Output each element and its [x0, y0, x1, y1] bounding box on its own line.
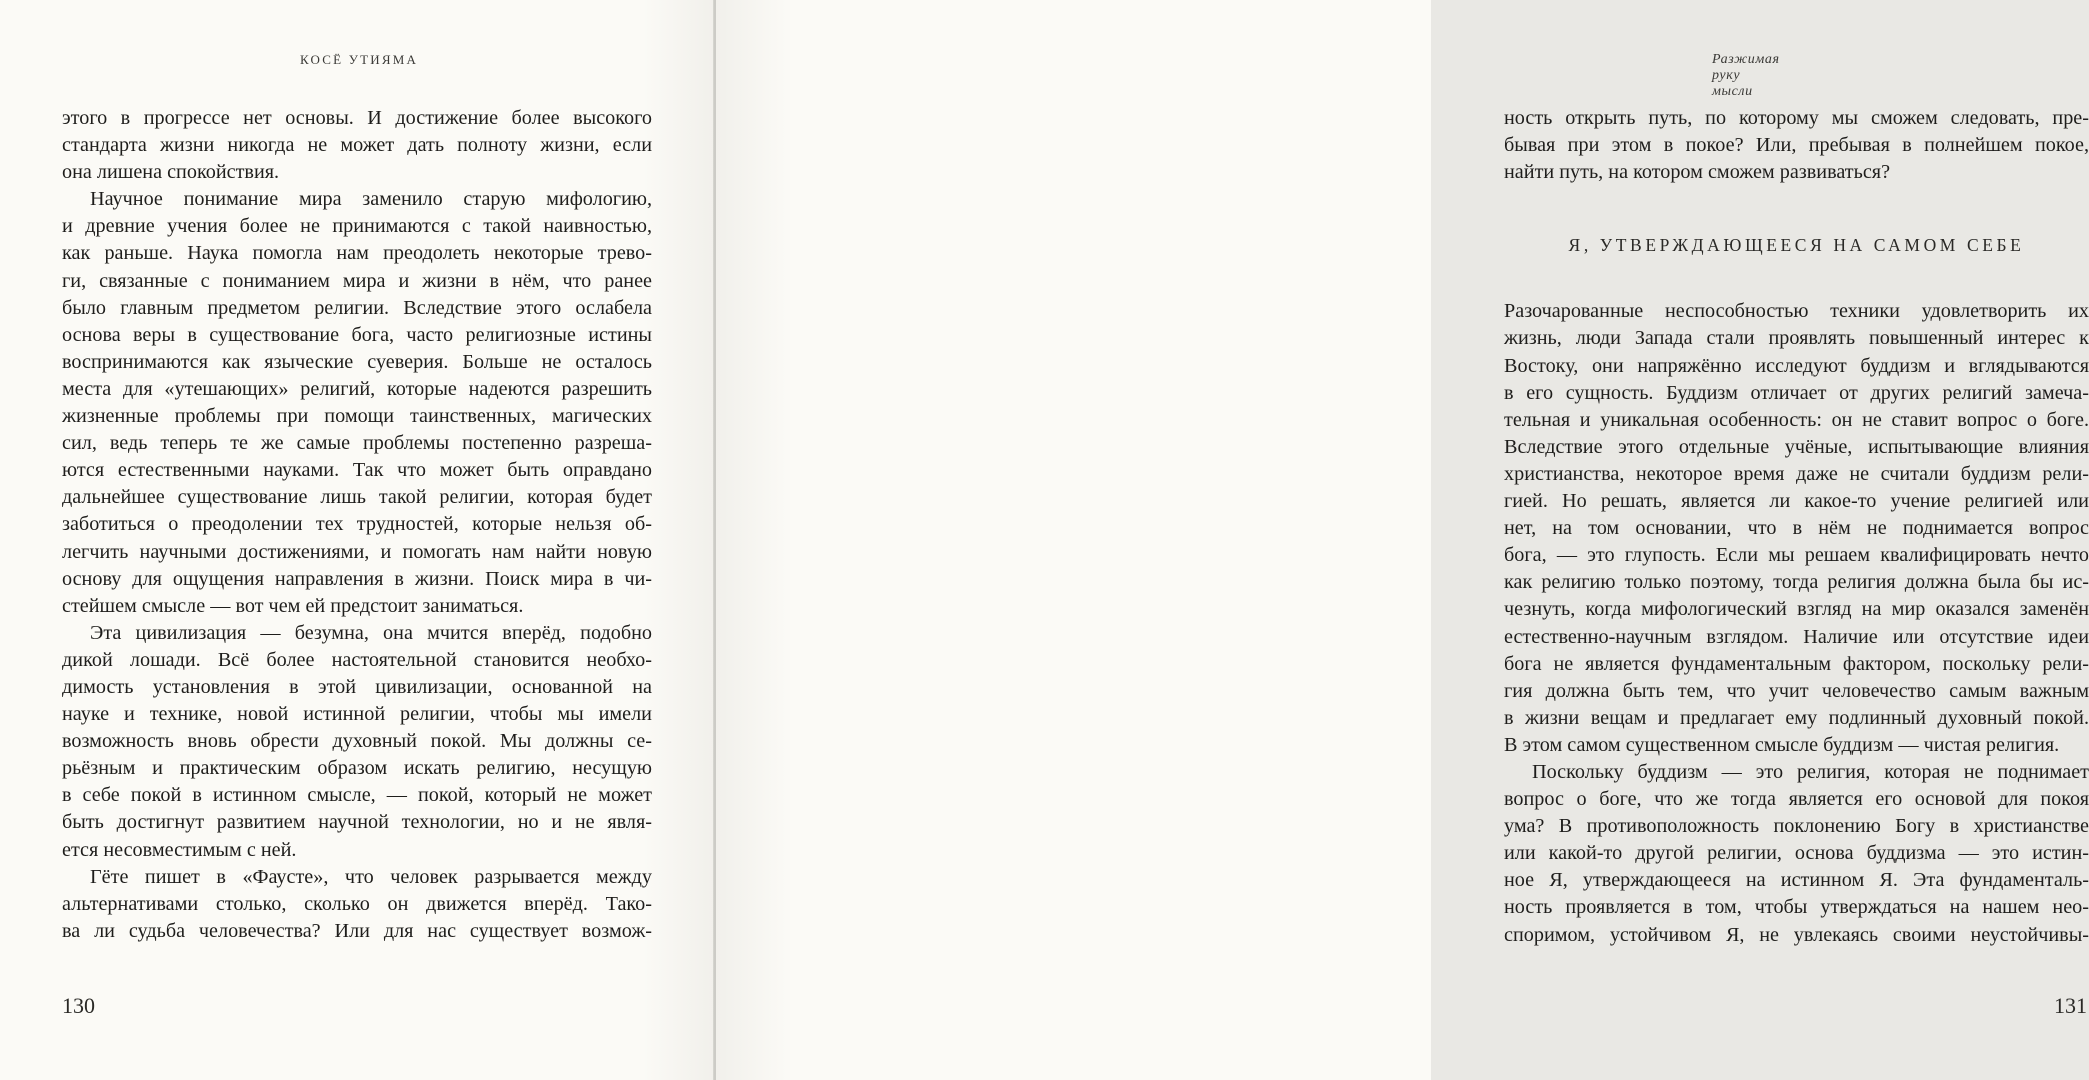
section-body [1504, 298, 2089, 948]
text-line: тельная и уникальная особенность: он не ставит вопрос о боге. [1504, 408, 2089, 431]
text-line: ется несовместимым с ней. [62, 838, 297, 861]
text-line: чезнуть, когда мифологический взгляд на мир оказался заменён [1504, 598, 2089, 621]
text-line: гией. Но решать, является ли какое-то учение религией или [1504, 490, 2089, 513]
text-line: основу для ощущения направления в жизни. Поиск мира в чи- [62, 567, 652, 590]
text-line: Вследствие этого отдельные учёные, испытывающие влияния [1504, 435, 2089, 458]
text-line: науке и технике, новой истинной религии, чтобы мы имели [62, 703, 652, 726]
text-line: естественно-научным взглядом. Наличие или отсутствие идеи [1504, 625, 2089, 648]
text-line: Эта цивилизация — безумна, она мчится вперёд, подобно [90, 621, 652, 644]
text-line: ное Я, утверждающееся на истинном Я. Эта фундаменталь- [1504, 869, 2089, 892]
text-line: заботиться о преодолении тех трудностей, которые нельзя об- [62, 513, 652, 536]
text-line: нет, на том основании, что в нём не поднимается вопрос [1504, 517, 2089, 540]
text-line: ность проявляется в том, чтобы утверждаться на нашем нео- [1504, 896, 2089, 919]
section-heading: Я, УТВЕРЖДАЮЩЕЕСЯ НА САМОМ СЕБЕ [1568, 235, 2025, 256]
text-line: бога не является фундаментальным фактором, поскольку рели- [1504, 652, 2089, 675]
running-head-author: КОСЁ УТИЯМА [300, 52, 419, 67]
text-line: дальнейшее существование лишь такой религии, которая будет [62, 486, 652, 509]
text-line: места для «утешающих» религий, которые надеются разрешить [62, 377, 652, 400]
text-line: Востоку, они напряжённо исследуют буддизм и вглядываются [1504, 354, 2089, 377]
text-line: этого в прогрессе нет основы. И достижение более высокого [62, 107, 652, 129]
text-line: она лишена спокойствия. [62, 161, 280, 184]
text-line: вопрос о боге, что же тогда является его основой для покоя [1504, 788, 2089, 811]
text-line: рьёзным и практическим образом искать религию, несущую [62, 757, 652, 780]
text-line: ность открыть путь, по которому мы сможем следовать, пре- [1504, 107, 2089, 129]
text-line: как раньше. Наука помогла нам преодолеть некоторые трево- [62, 242, 652, 265]
text-line: димость установления в этой цивилизации, основанной на [62, 675, 652, 698]
text-line: было главным предметом религии. Вследствие этого ослабела [62, 296, 652, 319]
text-line: в его сущность. Буддизм отличает от других религий замеча- [1504, 381, 2089, 404]
text-line: основа веры в существование бога, часто религиозные истины [62, 323, 652, 346]
running-head-title: Разжимая руку мысли [1712, 52, 1780, 99]
text-line: возможность вновь обрести духовный покой. Мы должны се- [62, 730, 652, 753]
left-page [0, 0, 714, 1080]
text-line: споримом, устойчивом Я, не увлекаясь своими неустойчивы- [1504, 923, 2089, 946]
text-line: бога, — это глупость. Если мы решаем квалифицировать нечто [1504, 544, 2089, 567]
text-line: в себе покой в истинном смысле, — покой, который не может [62, 784, 652, 807]
text-line: сил, ведь теперь те же самые проблемы постепенно разреша- [62, 432, 652, 455]
text-line: в жизни вещам и предлагает ему подлинный духовный покой. [1504, 706, 2089, 729]
right-page [716, 0, 2089, 1080]
text-line: стандарта жизни никогда не может дать полноту жизни, если [62, 134, 652, 157]
text-line: найти путь, на котором сможем развиваться? [1504, 161, 1891, 184]
text-line: воспринимаются как языческие суеверия. Больше не осталось [62, 350, 652, 373]
text-line: В этом самом существенном смысле буддизм — чистая религия. [1504, 733, 2060, 756]
page-number: 130 [62, 993, 95, 1018]
text-line: ги, связанные с пониманием мира и жизни в нём, что ранее [62, 269, 652, 292]
paragraph-continuation [1504, 105, 2089, 186]
text-line: легчить научными достижениями, и помогать нам найти новую [62, 540, 652, 563]
text-line: быть достигнут развитием научной технологии, но и не явля- [62, 811, 652, 834]
text-line: христианства, некоторое время даже не считали буддизм рели- [1504, 462, 2089, 485]
page-number: 131 [2054, 993, 2087, 1018]
text-line: ва ли судьба человечества? Или для нас существует возмож- [62, 919, 652, 942]
left-page-body [62, 105, 652, 945]
text-line: Научное понимание мира заменило старую мифологию, [90, 188, 652, 211]
text-line: стейшем смысле — вот чем ей предстоит заниматься. [62, 594, 524, 617]
text-line: гия должна быть тем, что учит человечество самым важным [1504, 679, 2089, 702]
text-line: жизнь, люди Запада стали проявлять повышенный интерес к [1504, 327, 2089, 350]
text-line: дикой лошади. Всё более настоятельной становится необхо- [62, 648, 652, 671]
text-line: как религию только поэтому, тогда религия должна была бы ис- [1504, 571, 2089, 594]
text-line: ются естественными науками. Так что может быть оправдано [62, 459, 652, 482]
text-line: Гёте пишет в «Фаусте», что человек разрывается между [90, 865, 652, 888]
text-line: жизненные проблемы при помощи таинственных, магических [62, 405, 652, 428]
text-line: и древние учения более не принимаются с такой наивностью, [62, 215, 652, 238]
text-line: ума? В противоположность поклонению Богу в христианстве [1504, 815, 2089, 838]
text-line: или какой-то другой религии, основа буддизма — это истин- [1504, 842, 2089, 865]
text-line: бывая при этом в покое? Или, пребывая в полнейшем покое, [1504, 134, 2089, 157]
text-line: Поскольку буддизм — это религия, которая не поднимает [1532, 760, 2089, 783]
right-page-body [1504, 105, 2089, 949]
text-line: альтернативами столько, сколько он движется вперёд. Тако- [62, 892, 652, 915]
text-line: Разочарованные неспособностью техники удовлетворить их [1504, 300, 2089, 323]
